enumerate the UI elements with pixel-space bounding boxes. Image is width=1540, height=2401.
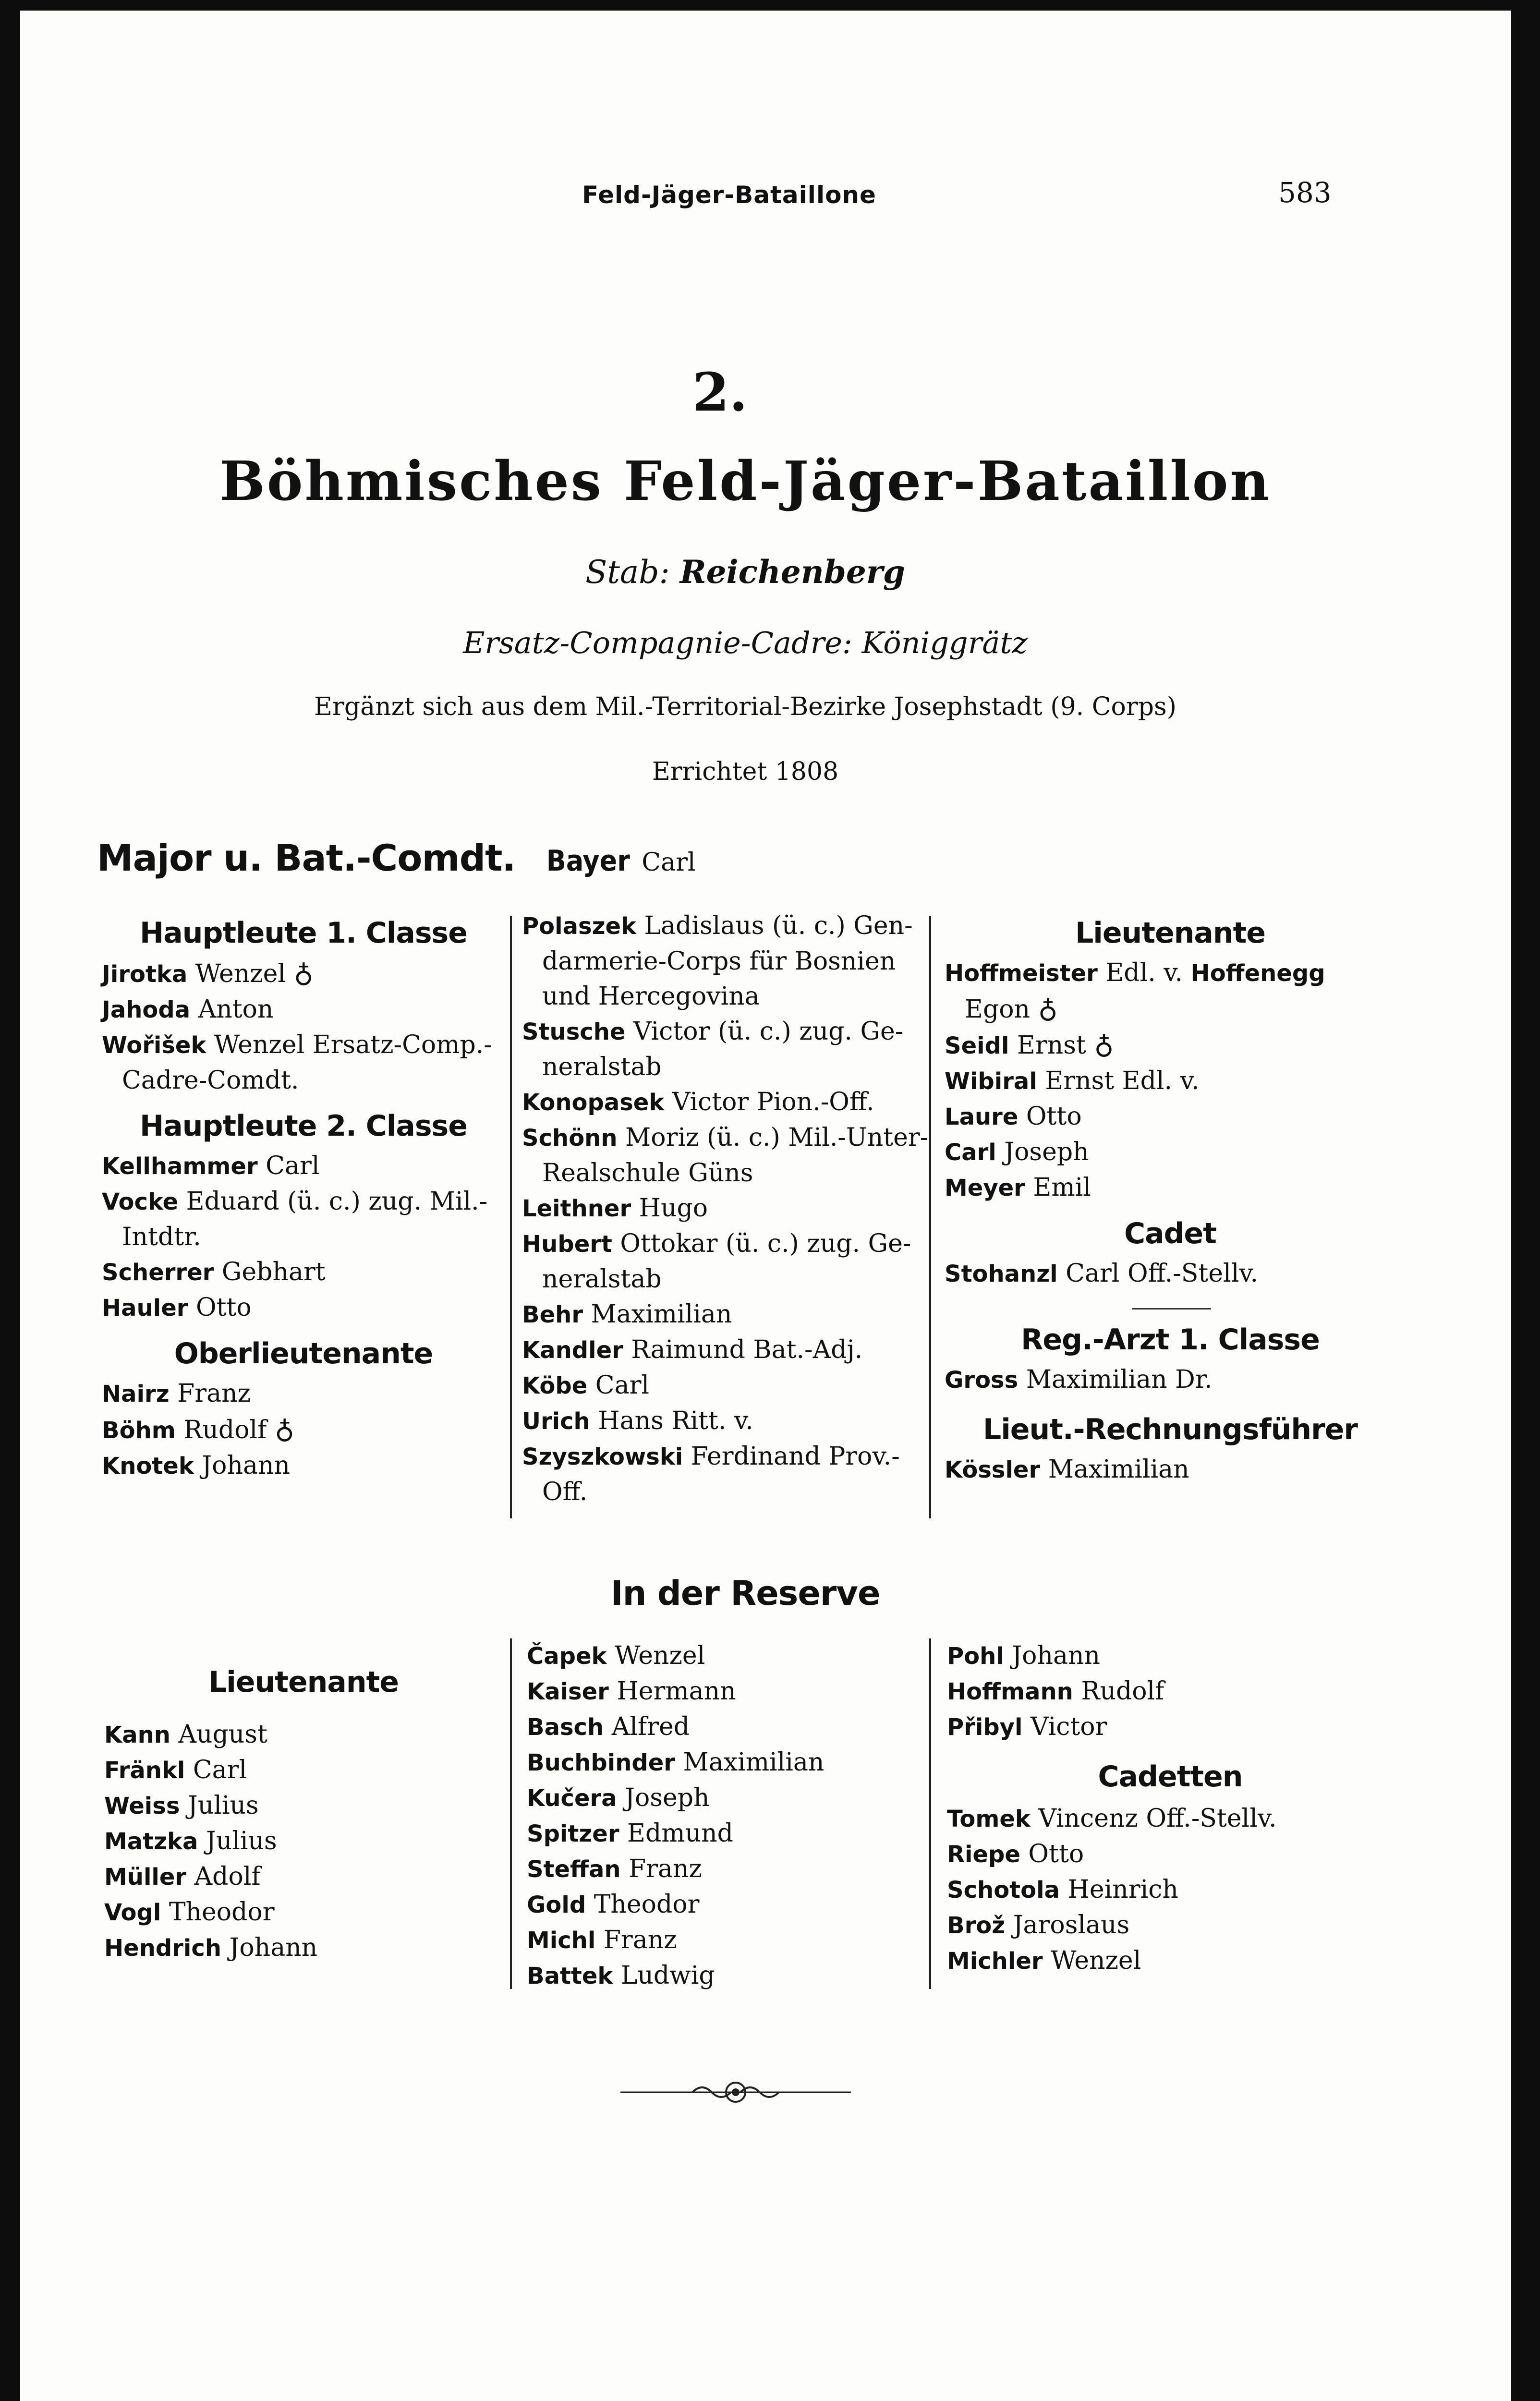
surname: Knotek	[102, 1453, 194, 1479]
entry-text: neralstab	[542, 1053, 662, 1081]
ersatz-line: Ersatz-Compagnie-Cadre: Königgrätz	[463, 625, 1028, 660]
entry-text: Emil	[1033, 1173, 1091, 1202]
major-line	[97, 837, 696, 880]
surname: Urich	[522, 1408, 590, 1435]
list-item	[102, 1184, 505, 1220]
surname: Seidl	[945, 1032, 1009, 1059]
entry-text: Anton	[198, 995, 274, 1024]
entry-text: Moriz (ü. c.) Mil.-Unter-	[625, 1123, 929, 1152]
entry-text: Julius	[206, 1827, 277, 1855]
entry-text: Hermann	[617, 1677, 736, 1706]
list-item	[947, 1801, 1394, 1837]
surname: Polaszek	[522, 913, 636, 940]
list-item	[104, 1930, 503, 1966]
list-item	[104, 1824, 503, 1859]
list-item	[947, 1710, 1394, 1745]
surname: Kellhammer	[102, 1153, 258, 1180]
list-item	[527, 1781, 925, 1816]
entry-text: Vincenz Off.-Stellv.	[1038, 1804, 1277, 1833]
entry-text: Ottokar (ü. c.) zug. Ge-	[620, 1229, 911, 1258]
surname: Buchbinder	[527, 1749, 675, 1776]
surname: Hauler	[102, 1295, 188, 1322]
entry-text: Ernst Edl. v.	[1045, 1067, 1200, 1095]
list-item	[102, 1149, 505, 1184]
major-surname: Bayer	[546, 844, 630, 878]
list-reg-arzt	[945, 1362, 1396, 1398]
entry-text: Edmund	[627, 1819, 733, 1848]
surname: Kann	[104, 1722, 170, 1748]
surname: Hoffenegg	[1190, 960, 1325, 987]
heading-lieutenante: Lieutenante	[1075, 916, 1265, 950]
entry-text: Franz	[629, 1855, 702, 1883]
entry-text: Theodor	[169, 1898, 275, 1927]
entry-text: Off.	[542, 1478, 588, 1506]
list-item	[104, 1717, 503, 1753]
entry-text: Maximilian	[1048, 1455, 1189, 1484]
list-item	[527, 1710, 925, 1745]
stab-label: Stab:	[585, 554, 670, 591]
surname: Čapek	[527, 1643, 607, 1670]
surname: Kössler	[945, 1456, 1041, 1483]
surname: Schönn	[522, 1125, 618, 1152]
list-item	[522, 1475, 930, 1510]
decoration-icon: ♁	[293, 958, 314, 989]
entry-text: Carl	[193, 1756, 247, 1784]
heading-cadet: Cadet	[1124, 1217, 1216, 1250]
surname: Hoffmann	[947, 1678, 1073, 1705]
surname: Přibyl	[947, 1714, 1023, 1741]
ergaenzt-line: Ergänzt sich aus dem Mil.-Territorial-Bezirke Josephstadt (9. Corps)	[314, 692, 1176, 721]
decoration-icon: ♁	[274, 1414, 294, 1445]
surname: Stusche	[522, 1019, 626, 1045]
list-item	[522, 909, 930, 944]
surname: Wibiral	[945, 1068, 1037, 1095]
entry-text: Rudolf	[1081, 1677, 1164, 1706]
surname: Carl	[945, 1139, 996, 1166]
column-3	[945, 916, 1396, 1488]
surname: Michl	[527, 1927, 596, 1954]
list-item	[947, 1943, 1394, 1979]
entry-text: Raimund Bat.-Adj.	[631, 1335, 863, 1364]
surname: Nairz	[102, 1381, 170, 1407]
heading-reserve: In der Reserve	[610, 1574, 880, 1613]
surname: Schotola	[947, 1877, 1060, 1904]
list-item	[102, 1028, 505, 1063]
entry-text: Alfred	[611, 1712, 690, 1741]
surname: Kučera	[527, 1785, 617, 1812]
reserve-column-3	[947, 1638, 1394, 1979]
list-item	[945, 1452, 1396, 1488]
entry-text: Theodor	[594, 1890, 700, 1919]
list-item	[522, 1156, 930, 1191]
list-item	[527, 1674, 925, 1710]
list-item	[104, 1859, 503, 1895]
entry-text: Joseph	[625, 1783, 710, 1812]
entry-text: Jaroslaus	[1013, 1911, 1130, 1940]
list-item	[102, 1063, 505, 1098]
surname: Kaiser	[527, 1678, 609, 1705]
entry-text: Wenzel	[614, 1641, 705, 1670]
entry-text: Ludwig	[620, 1961, 715, 1990]
list-item	[945, 1170, 1396, 1206]
entry-text: Adolf	[194, 1862, 261, 1891]
surname: Laure	[945, 1103, 1019, 1130]
reserve-column-2	[527, 1638, 925, 1994]
entry-text: August	[178, 1720, 267, 1749]
surname: Fränkl	[104, 1757, 185, 1784]
entry-text: Joseph	[1004, 1138, 1089, 1166]
list-item	[522, 1439, 930, 1475]
list-item	[102, 1448, 505, 1484]
entry-text: Victor (ü. c.) zug. Ge-	[633, 1017, 904, 1046]
entry-text: Ladislaus (ü. c.) Gen-	[644, 911, 913, 940]
list-item	[104, 1753, 503, 1788]
surname: Konopasek	[522, 1089, 665, 1116]
list-item	[527, 1816, 925, 1852]
column-divider	[510, 916, 512, 1518]
decoration-icon: ♁	[1094, 1029, 1114, 1060]
heading-oberlieutenante: Oberlieutenante	[174, 1337, 433, 1370]
surname: Vogl	[104, 1899, 161, 1926]
list-oberlieutenante	[102, 1376, 505, 1484]
list-item	[945, 1064, 1396, 1099]
entry-text: Victor	[1030, 1712, 1107, 1741]
column-divider	[929, 1638, 931, 1989]
list-item	[945, 1135, 1396, 1170]
list-item	[522, 979, 930, 1014]
column-divider	[510, 1638, 512, 1989]
list-item	[104, 1895, 503, 1930]
surname: Pohl	[947, 1643, 1004, 1670]
surname: Steffan	[527, 1856, 621, 1883]
heading-rechnungsfuehrer: Lieut.-Rechnungsführer	[983, 1413, 1358, 1446]
list-item	[522, 1191, 930, 1226]
list-item	[945, 1362, 1396, 1398]
entry-text: Hans Ritt. v.	[598, 1407, 753, 1435]
list-item	[522, 1226, 930, 1262]
list-item	[102, 1412, 505, 1448]
entry-text: Carl	[266, 1152, 320, 1180]
list-item	[945, 1099, 1396, 1135]
entry-text: Heinrich	[1067, 1875, 1178, 1904]
entry-text: Carl Off.-Stellv.	[1066, 1259, 1259, 1288]
surname: Basch	[527, 1714, 604, 1741]
unit-title: Böhmisches Feld-Jäger-Bataillon	[219, 450, 1271, 513]
surname: Meyer	[945, 1175, 1025, 1201]
column-2	[522, 909, 930, 1510]
list-item	[522, 1120, 930, 1156]
list-reserve-right	[947, 1638, 1394, 1745]
entry-text: Victor Pion.-Off.	[672, 1088, 874, 1116]
entry-text: Maximilian	[683, 1748, 825, 1777]
list-lieutenante	[945, 956, 1396, 1206]
list-hauptleute-2	[102, 1149, 505, 1326]
entry-text: Cadre-Comdt.	[122, 1066, 299, 1095]
surname: Kandler	[522, 1337, 623, 1364]
surname: Gold	[527, 1892, 586, 1918]
stab-line	[20, 553, 1470, 591]
surname: Scherrer	[102, 1259, 214, 1286]
list-item	[522, 1333, 930, 1368]
list-item	[527, 1958, 925, 1994]
list-item	[522, 1368, 930, 1404]
major-firstname: Carl	[642, 848, 696, 877]
entry-text: Franz	[177, 1379, 251, 1408]
list-item	[947, 1908, 1394, 1943]
surname: Tomek	[947, 1806, 1031, 1832]
surname: Matzka	[104, 1828, 198, 1855]
heading-reg-arzt: Reg.-Arzt 1. Classe	[1021, 1323, 1320, 1357]
list-item	[947, 1837, 1394, 1872]
entry-text: Maximilian Dr.	[1026, 1365, 1213, 1394]
entry-text: Johann	[202, 1451, 290, 1480]
surname: Spitzer	[527, 1820, 619, 1847]
list-item	[527, 1638, 925, 1674]
entry-text: Realschule Güns	[542, 1159, 753, 1188]
list-item	[522, 1262, 930, 1297]
list-item	[945, 991, 1396, 1027]
list-cadet	[945, 1256, 1396, 1292]
surname: Müller	[104, 1864, 187, 1891]
entry-text: Intdtr.	[122, 1223, 201, 1251]
surname: Leithner	[522, 1195, 631, 1222]
list-item	[102, 1376, 505, 1412]
surname: Köbe	[522, 1372, 588, 1399]
entry-text: Hugo	[639, 1194, 708, 1223]
entry-text: Franz	[603, 1926, 677, 1954]
list-item	[102, 992, 505, 1028]
surname: Hubert	[522, 1231, 612, 1258]
entry-text: Gebhart	[221, 1258, 326, 1286]
list-item	[522, 1014, 930, 1050]
list-item	[522, 944, 930, 979]
reserve-column-1	[104, 1665, 503, 1966]
entry-text: darmerie-Corps für Bosnien	[542, 947, 896, 976]
entry-text: Wenzel	[195, 959, 286, 988]
list-column-2	[522, 909, 930, 1510]
list-item	[527, 1745, 925, 1781]
entry-text: Wenzel	[1051, 1946, 1141, 1975]
errichtet-line: Errichtet 1808	[652, 757, 839, 786]
surname: Stohanzl	[945, 1261, 1058, 1287]
list-item	[945, 1256, 1396, 1292]
surname: Michler	[947, 1948, 1043, 1975]
unit-number: 2.	[692, 361, 748, 423]
major-rank: Major u. Bat.-Comdt.	[97, 837, 516, 879]
surname: Brož	[947, 1912, 1006, 1939]
decoration-icon: ♁	[1038, 993, 1058, 1024]
entry-text: Ferdinand Prov.-	[691, 1442, 900, 1471]
entry-text: Edl. v.	[1105, 958, 1183, 987]
list-item	[522, 1085, 930, 1120]
list-item	[947, 1674, 1394, 1710]
list-item	[945, 1027, 1396, 1064]
list-hauptleute-1	[102, 956, 505, 1098]
entry-text: Wenzel Ersatz-Comp.-	[214, 1031, 492, 1059]
entry-text: neralstab	[542, 1265, 662, 1294]
surname: Battek	[527, 1963, 613, 1989]
entry-text: Ernst	[1017, 1031, 1086, 1060]
surname: Gross	[945, 1367, 1019, 1394]
running-title: Feld-Jäger-Bataillone	[582, 181, 876, 209]
heading-cadetten: Cadetten	[1098, 1760, 1243, 1794]
list-item	[527, 1923, 925, 1958]
list-cadetten	[947, 1801, 1394, 1979]
heading-hauptleute-2: Hauptleute 2. Classe	[140, 1109, 467, 1143]
list-item	[102, 956, 505, 992]
heading-hauptleute-1: Hauptleute 1. Classe	[140, 916, 467, 950]
column-1	[102, 916, 505, 1484]
list-item	[522, 1050, 930, 1085]
surname: Hoffmeister	[945, 960, 1098, 987]
list-item	[102, 1220, 505, 1255]
list-item	[522, 1297, 930, 1333]
surname: Szyszkowski	[522, 1443, 683, 1470]
list-item	[102, 1290, 505, 1326]
stab-place: Reichenberg	[679, 553, 905, 591]
list-reserve-lieutenante	[104, 1717, 503, 1966]
entry-text: Maximilian	[591, 1300, 732, 1329]
list-item	[947, 1638, 1394, 1674]
entry-text: Julius	[187, 1791, 259, 1820]
surname: Weiss	[104, 1793, 180, 1819]
surname: Hendrich	[104, 1935, 222, 1962]
entry-text: Johann	[229, 1933, 318, 1962]
entry-text: Carl	[595, 1371, 650, 1400]
list-item	[945, 956, 1396, 991]
entry-text: Otto	[1028, 1840, 1084, 1868]
surname: Behr	[522, 1301, 583, 1328]
list-item	[102, 1255, 505, 1290]
surname: Vocke	[102, 1188, 179, 1215]
entry-text: Otto	[195, 1293, 252, 1322]
surname: Riepe	[947, 1841, 1020, 1868]
list-item	[527, 1852, 925, 1887]
entry-text: Egon	[965, 995, 1031, 1024]
surname: Böhm	[102, 1417, 176, 1444]
entry-text: Rudolf	[183, 1416, 267, 1444]
list-item	[522, 1404, 930, 1439]
list-item	[527, 1887, 925, 1923]
list-item	[947, 1872, 1394, 1908]
entry-text: Eduard (ü. c.) zug. Mil.-	[186, 1187, 488, 1216]
entry-text: Otto	[1026, 1102, 1082, 1131]
entry-text: und Hercegovina	[542, 982, 760, 1011]
separator-rule	[1132, 1308, 1211, 1310]
end-ornament	[620, 2078, 851, 2107]
surname: Jirotka	[102, 961, 188, 988]
surname: Jahoda	[102, 996, 191, 1023]
list-rechnungsfuehrer	[945, 1452, 1396, 1488]
page-number: 583	[1278, 176, 1332, 209]
entry-text: Johann	[1012, 1641, 1100, 1670]
document-page	[20, 11, 1511, 2401]
list-reserve-middle	[527, 1638, 925, 1994]
surname: Wořišek	[102, 1032, 206, 1059]
list-item	[104, 1788, 503, 1824]
heading-reserve-lieutenante: Lieutenante	[208, 1665, 399, 1699]
